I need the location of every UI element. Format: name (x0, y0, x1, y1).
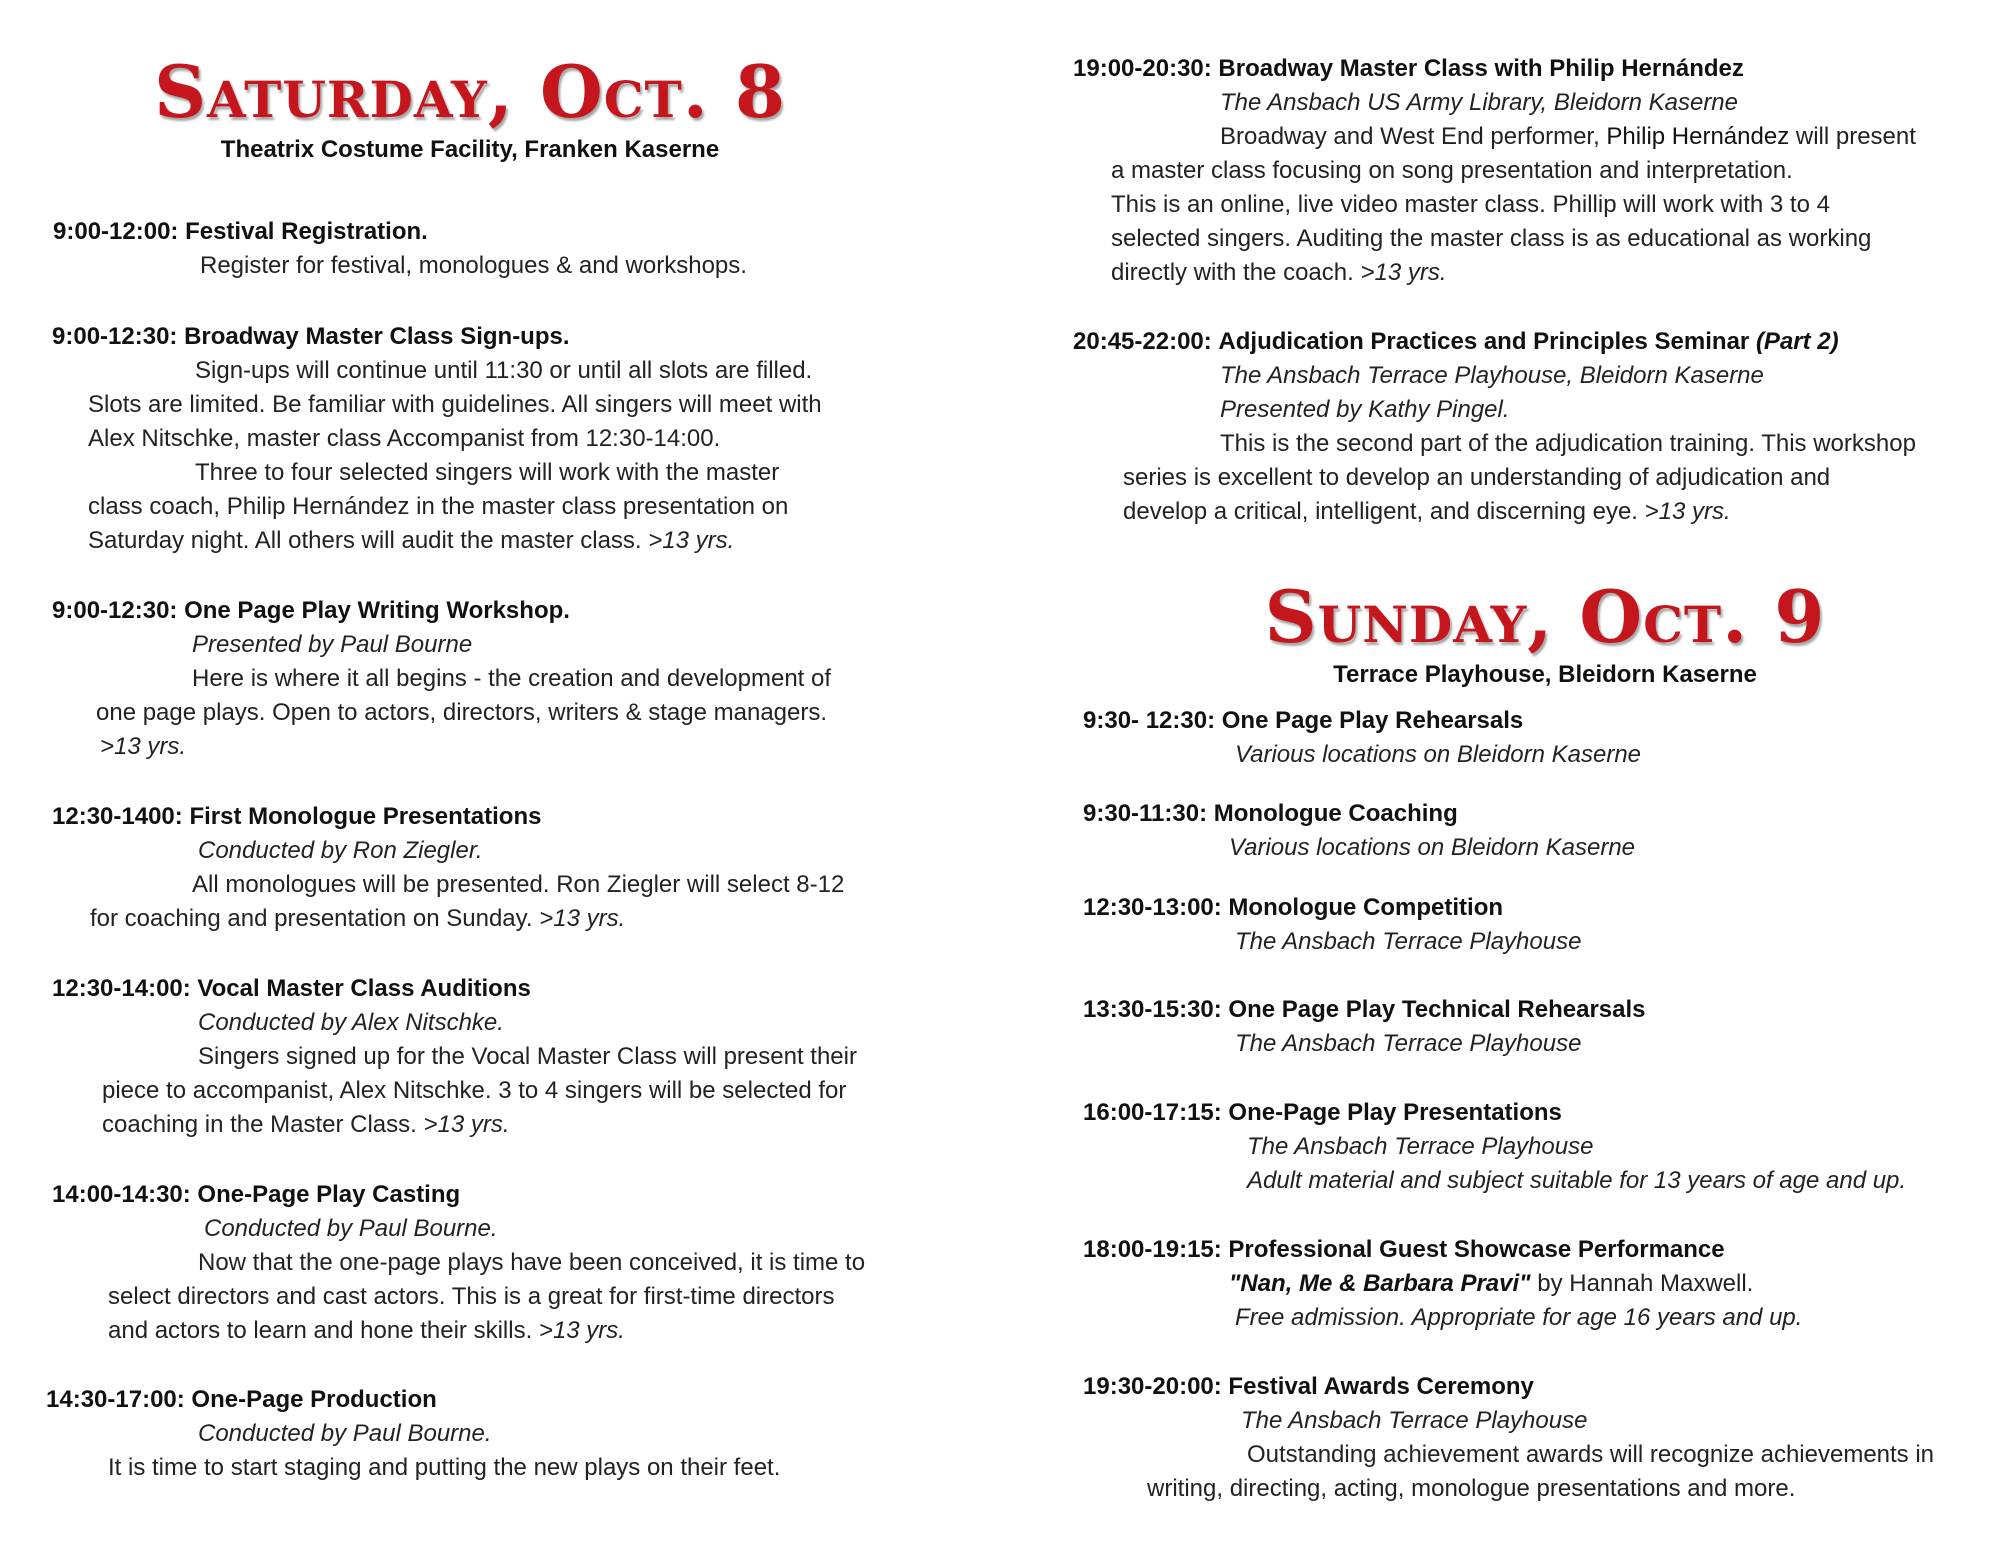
event-location: The Ansbach Terrace Playhouse (1235, 1030, 1582, 1057)
saturday-location: Theatrix Costume Facility, Franken Kaserne (220, 136, 720, 163)
event-line: selected singers. Auditing the master class is as educational as working (1111, 225, 1872, 252)
age-note: >13 yrs. (539, 905, 626, 932)
event-line: This is an online, live video master class. Phillip will work with 3 to 4 (1111, 191, 1830, 218)
event-line: class coach, Philip Hernández in the master class presentation on (88, 493, 789, 520)
sunday-location: Terrace Playhouse, Bleidorn Kaserne (1333, 661, 1757, 688)
event-line: and actors to learn and hone their skills. (108, 1317, 533, 1344)
event-line: for coaching and presentation on Sunday. (90, 905, 533, 932)
event-title: One Page Play Writing Workshop. (184, 597, 570, 624)
event-line: All monologues will be presented. Ron Ziegler will select 8-12 (192, 871, 845, 898)
event-title: Monologue Competition (1228, 894, 1504, 921)
event-title: Festival Awards Ceremony (1228, 1373, 1534, 1400)
event-line: by Hannah Maxwell. (1537, 1270, 1754, 1297)
event-line: Outstanding achievement awards will recognize achievements in (1247, 1441, 1935, 1468)
event-line: a master class focusing on song presentation and interpretation. (1111, 157, 1793, 184)
event-title: One-Page Play Casting (197, 1181, 461, 1208)
event-title: Monologue Coaching (1213, 800, 1458, 827)
event-title: One Page Play Rehearsals (1221, 707, 1524, 734)
event-line: will present (1795, 123, 1916, 150)
event-awards-ceremony (1083, 1370, 1985, 1506)
event-line: Alex Nitschke, master class Accompanist from 12:30-14:00. (88, 425, 721, 452)
event-line: develop a critical, intelligent, and discerning eye. (1123, 498, 1638, 525)
age-note: >13 yrs. (100, 733, 187, 760)
event-location: The Ansbach Terrace Playhouse (1247, 1133, 1594, 1160)
event-location: Various locations on Bleidorn Kaserne (1235, 741, 1642, 768)
event-line: directly with the coach. (1111, 259, 1354, 286)
event-time: 14:00-14:30: (52, 1181, 191, 1208)
event-time: 19:00-20:30: (1073, 55, 1212, 82)
saturday-header (40, 50, 900, 164)
event-line: Here is where it all begins - the creation and development of (192, 665, 832, 692)
event-location: The Ansbach Terrace Playhouse (1235, 928, 1582, 955)
event-line: This is the second part of the adjudication training. This workshop (1220, 430, 1916, 457)
show-title: "Nan, Me & Barbara Pravi" (1229, 1270, 1531, 1297)
event-vocal-auditions (52, 972, 940, 1142)
age-note: >13 yrs. (1360, 259, 1447, 286)
event-line: Three to four selected singers will work with the master (195, 459, 780, 486)
age-note: >13 yrs. (538, 1317, 625, 1344)
event-title: First Monologue Presentations (189, 803, 542, 830)
event-location: Various locations on Bleidorn Kaserne (1229, 834, 1636, 861)
event-title: One-Page Production (191, 1386, 437, 1413)
event-presenter: Conducted by Paul Bourne. (198, 1420, 492, 1447)
event-note: Adult material and subject suitable for 13 years of age and up. (1247, 1167, 1907, 1194)
event-one-page-production (46, 1383, 940, 1485)
event-title: Professional Guest Showcase Performance (1228, 1236, 1725, 1263)
event-line: Now that the one-page plays have been conceived, it is time to (198, 1249, 866, 1276)
event-time: 9:00-12:00: (53, 218, 179, 245)
event-title: Broadway Master Class Sign-ups. (184, 323, 570, 350)
event-broadway-master-class (1073, 52, 1985, 290)
right-page (1065, 0, 1985, 1546)
event-play-writing-workshop (52, 594, 940, 764)
saturday-title: Saturday, Oct. 8 (154, 49, 786, 134)
event-title-suffix: (Part 2) (1755, 328, 1839, 355)
event-time: 9:00-12:30: (52, 597, 178, 624)
event-monologue-coaching (1083, 797, 1985, 865)
event-title: Broadway Master Class with Philip Hernández (1218, 55, 1744, 82)
event-one-page-rehearsals (1083, 704, 1985, 772)
event-guest-showcase (1083, 1233, 1985, 1335)
event-location: The Ansbach Terrace Playhouse, Bleidorn Kaserne (1220, 362, 1764, 389)
event-title: One-Page Play Presentations (1228, 1099, 1562, 1126)
event-adjudication-seminar (1073, 325, 1985, 529)
event-title: Vocal Master Class Auditions (197, 975, 531, 1002)
event-line: select directors and cast actors. This is a great for first-time directors (108, 1283, 835, 1310)
sunday-header (1245, 575, 1845, 689)
sunday-title: Sunday, Oct. 9 (1264, 574, 1826, 659)
age-note: >13 yrs. (648, 527, 735, 554)
event-play-casting (52, 1178, 940, 1348)
event-time: 18:00-19:15: (1083, 1236, 1222, 1263)
age-note: >13 yrs. (1644, 498, 1731, 525)
event-time: 20:45-22:00: (1073, 328, 1212, 355)
age-note: >13 yrs. (423, 1111, 510, 1138)
event-play-presentations (1083, 1096, 1985, 1198)
event-location: The Ansbach Terrace Playhouse (1241, 1407, 1588, 1434)
event-presenter: Conducted by Alex Nitschke. (198, 1009, 504, 1036)
event-time: 9:00-12:30: (52, 323, 178, 350)
event-technical-rehearsals (1083, 993, 1985, 1061)
left-page (40, 0, 940, 1546)
event-presenter: Presented by Kathy Pingel. (1220, 396, 1510, 423)
event-presenter: Presented by Paul Bourne (192, 631, 473, 658)
event-time: 12:30-1400: (52, 803, 183, 830)
event-line: writing, directing, acting, monologue presentations and more. (1147, 1475, 1796, 1502)
event-line: It is time to start staging and putting the new plays on their feet. (108, 1454, 781, 1481)
event-time: 13:30-15:30: (1083, 996, 1222, 1023)
event-line: Singers signed up for the Vocal Master Class will present their (198, 1043, 857, 1070)
event-line: one page plays. Open to actors, directors, writers & stage managers. (96, 699, 828, 726)
event-festival-registration (53, 215, 940, 283)
event-presenter: Conducted by Ron Ziegler. (198, 837, 483, 864)
event-first-monologue (52, 800, 940, 936)
event-time: 12:30-14:00: (52, 975, 191, 1002)
event-monologue-competition (1083, 891, 1985, 959)
event-line: Broadway and West End performer, (1220, 123, 1600, 150)
event-title: Festival Registration. (185, 218, 428, 245)
event-line: coaching in the Master Class. (102, 1111, 417, 1138)
event-line: Saturday night. All others will audit the master class. (88, 527, 642, 554)
event-time: 12:30-13:00: (1083, 894, 1222, 921)
event-time: 9:30- 12:30: (1083, 707, 1216, 734)
event-title: Adjudication Practices and Principles Seminar (1218, 328, 1750, 355)
event-line: Slots are limited. Be familiar with guidelines. All singers will meet with (88, 391, 822, 418)
event-line: piece to accompanist, Alex Nitschke. 3 to 4 singers will be selected for (102, 1077, 847, 1104)
event-time: 9:30-11:30: (1083, 800, 1208, 827)
event-title: One Page Play Technical Rehearsals (1228, 996, 1646, 1023)
performer-name: Philip Hernández (1606, 123, 1790, 150)
event-master-class-signups (52, 320, 940, 558)
event-time: 16:00-17:15: (1083, 1099, 1222, 1126)
event-time: 19:30-20:00: (1083, 1373, 1222, 1400)
event-presenter: Conducted by Paul Bourne. (204, 1215, 498, 1242)
event-location: The Ansbach US Army Library, Bleidorn Kaserne (1220, 89, 1739, 116)
event-note: Free admission. Appropriate for age 16 years and up. (1235, 1304, 1803, 1331)
event-time: 14:30-17:00: (46, 1386, 185, 1413)
event-line: Register for festival, monologues & and workshops. (200, 252, 747, 279)
event-line: series is excellent to develop an understanding of adjudication and (1123, 464, 1831, 491)
event-line: Sign-ups will continue until 11:30 or until all slots are filled. (195, 357, 813, 384)
